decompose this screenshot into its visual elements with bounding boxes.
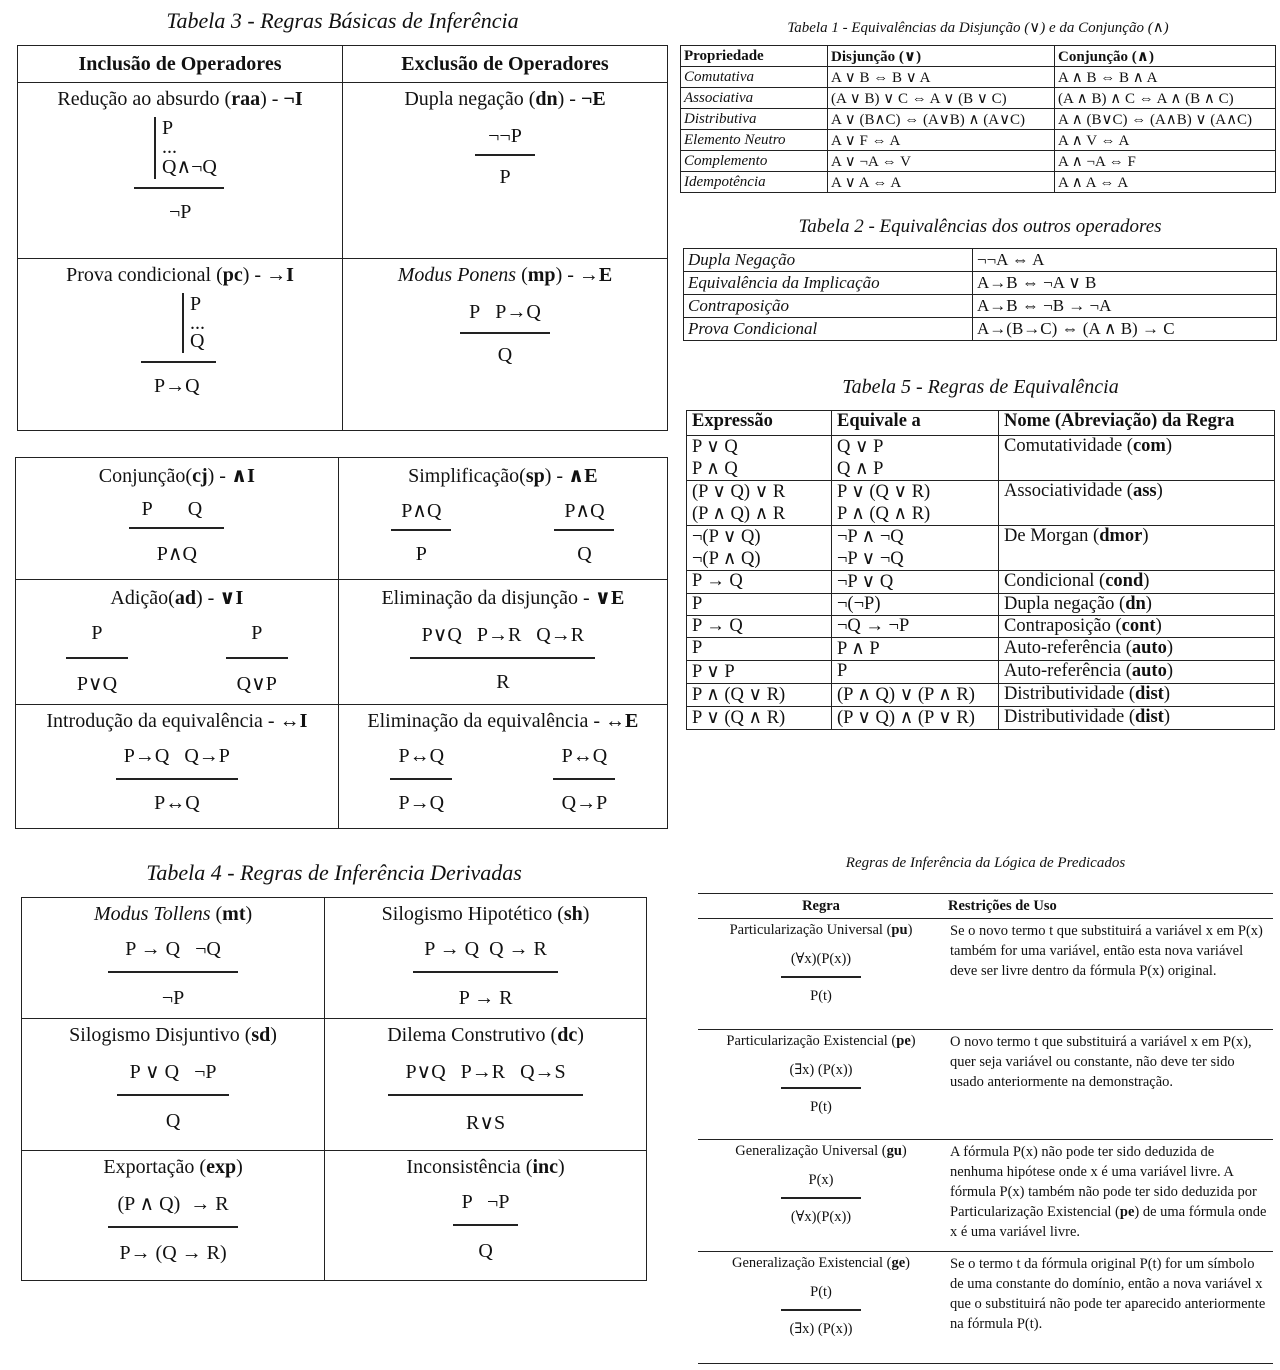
table-row	[698, 919, 1273, 1030]
table-4-derived-rules	[21, 897, 647, 1281]
table-predicate-rules	[698, 893, 1273, 1364]
t1-cell: Comutativa	[681, 67, 828, 88]
t5-header: Equivale a	[832, 411, 999, 436]
tp-header: Restrições de Uso	[944, 894, 1273, 919]
t5-rule-name: Condicional (cond)	[999, 571, 1275, 594]
t5-equiv: (P ∧ Q) ∨ (P ∧ R)	[832, 684, 999, 707]
t1-cell: A ∧ B ⇔ B ∧ A	[1055, 67, 1276, 88]
t5-rule-name: Auto-referência (auto)	[999, 661, 1275, 684]
t1-cell: A ∧ (B∨C) ⇔ (A∧B) ∨ (A∧C)	[1055, 109, 1276, 130]
rule-ee: Eliminação da equivalência - ↔E $\frac{P\leftrightarrow Q}{P\to Q}$ $\frac{P\leftrightarrow Q}{Q\to P}$	[338, 705, 667, 829]
t5-expr: P ∨ Q P ∧ Q	[687, 436, 832, 481]
t5-rule-name: Distributividade (dist)	[999, 707, 1275, 730]
table-row	[681, 172, 1276, 193]
rule-mp: Modus Ponens (mp) - →E P P→Q Q	[343, 259, 668, 431]
t5-rule-name: De Morgan (dmor)	[999, 526, 1275, 571]
t1-cell: A ∧ A ⇔ A	[1055, 172, 1276, 193]
table-row	[698, 1140, 1273, 1252]
table-row	[684, 249, 1277, 272]
rule-sp: Simplificação(sp) - ∧E $\frac{P\wedge Q}{P}$ $\frac{P\wedge Q}{Q}$	[338, 458, 667, 580]
t3-header-exclusion: Exclusão de Operadores	[343, 46, 668, 83]
table-5-equivalence-rules	[686, 410, 1275, 730]
t2-cell: ¬¬A ⇔ A	[973, 249, 1277, 272]
t1-cell: Elemento Neutro	[681, 130, 828, 151]
rule-ie: Introdução da equivalência - ↔I P→Q Q→P P↔Q	[16, 705, 339, 829]
t1-cell: A ∨ B ⇔ B ∨ A	[828, 67, 1055, 88]
table-row	[698, 1030, 1273, 1140]
rule-raa: Redução ao absurdo (raa) - ¬I P ... Q∧¬Q ¬P	[18, 83, 343, 259]
tp-caption: Regras de Inferência da Lógica de Predicados	[845, 855, 1126, 871]
t1-cell: A ∨ F ⇔ A	[828, 130, 1055, 151]
table-3-continued	[15, 457, 668, 829]
t5-equiv: ¬P ∨ Q	[832, 571, 999, 594]
table-row	[681, 130, 1276, 151]
t5-rule-name: Associatividade (ass)	[999, 481, 1275, 526]
rule-inc: Inconsistência (inc) P ¬P Q	[325, 1151, 647, 1281]
table-row	[687, 661, 1275, 684]
t5-expr: P ∨ (Q ∧ R)	[687, 707, 832, 730]
t5-rule-name: Comutatividade (com)	[999, 436, 1275, 481]
rule-ed: Eliminação da disjunção - ∨E P∨Q P→R Q→R R	[338, 580, 667, 705]
t2-cell: A→B ⇔ ¬B → ¬A	[973, 295, 1277, 318]
table-row	[687, 571, 1275, 594]
rule-ge: Generalização Existencial (ge) P(t) (∃x) (P(x))	[698, 1252, 944, 1364]
t5-equiv: P	[832, 661, 999, 684]
table-row	[684, 272, 1277, 295]
t5-header: Nome (Abreviação) da Regra	[999, 411, 1275, 436]
rule-ad: Adição(ad) - ∨I $\frac{P}{P\vee Q}$ $\frac{P}{Q\vee P}$	[16, 580, 339, 705]
table-row	[687, 616, 1275, 638]
t1-cell: Distributiva	[681, 109, 828, 130]
t1-cell: (A ∧ B) ∧ C ⇔ A ∧ (B ∧ C)	[1055, 88, 1276, 109]
t2-cell: Dupla Negação	[684, 249, 973, 272]
t5-equiv: ¬(¬P)	[832, 594, 999, 616]
t1-cell: A ∧ V ⇔ A	[1055, 130, 1276, 151]
t5-equiv: ¬P ∧ ¬Q ¬P ∨ ¬Q	[832, 526, 999, 571]
t1-cell: A ∧ ¬A ⇔ F	[1055, 151, 1276, 172]
table-2-other-operators	[683, 248, 1277, 341]
t4-caption: Tabela 4 - Regras de Inferência Derivadas	[146, 860, 522, 885]
tp-restriction: Se o novo termo t que substituirá a variável x em P(x) também for uma variável, então esta nova variável deve ser livre dentro da fórmula P(x) original.	[944, 919, 1273, 1030]
t5-expr: P	[687, 638, 832, 661]
tp-header: Regra	[698, 894, 944, 919]
table-row	[684, 295, 1277, 318]
table-row	[698, 1252, 1273, 1364]
t1-cell: Complemento	[681, 151, 828, 172]
t5-caption: Tabela 5 - Regras de Equivalência	[842, 376, 1119, 398]
table-row	[684, 318, 1277, 341]
t5-rule-name: Distributividade (dist)	[999, 684, 1275, 707]
rule-cj: Conjunção(cj) - ∧I P Q P∧Q	[16, 458, 339, 580]
t1-cell: Associativa	[681, 88, 828, 109]
rule-dc: Dilema Construtivo (dc) P∨Q P→R Q→S R∨S	[325, 1019, 647, 1151]
t3-header-inclusion: Inclusão de Operadores	[18, 46, 343, 83]
t2-cell: A→B ⇔ ¬A ∨ B	[973, 272, 1277, 295]
t5-header: Expressão	[687, 411, 832, 436]
t2-caption: Tabela 2 - Equivalências dos outros operadores	[798, 216, 1162, 237]
t3-caption: Tabela 3 - Regras Básicas de Inferência	[166, 8, 519, 33]
rule-sh: Silogismo Hipotético (sh) P → Q Q → R P → R	[325, 898, 647, 1019]
rule-exp: Exportação (exp) (P ∧ Q) → R P→ (Q → R)	[22, 1151, 325, 1281]
t1-cell: A ∨ ¬A ⇔ V	[828, 151, 1055, 172]
t2-cell: Contraposição	[684, 295, 973, 318]
t5-rule-name: Contraposição (cont)	[999, 616, 1275, 638]
rule-pu: Particularização Universal (pu) (∀x)(P(x)) P(t)	[698, 919, 944, 1030]
t1-header: Propriedade	[681, 46, 828, 67]
t2-cell: A→(B→C) ⇔ (A ∧ B) → C	[973, 318, 1277, 341]
t5-equiv: P ∨ (Q ∨ R) P ∧ (Q ∧ R)	[832, 481, 999, 526]
rule-sd: Silogismo Disjuntivo (sd) P ∨ Q ¬P Q	[22, 1019, 325, 1151]
table-3-basic-inference	[17, 45, 668, 431]
t2-cell: Prova Condicional	[684, 318, 973, 341]
table-row	[681, 88, 1276, 109]
rule-pe: Particularização Existencial (pe) (∃x) (P(x)) P(t)	[698, 1030, 944, 1140]
table-row	[687, 526, 1275, 571]
rule-dn: Dupla negação (dn) - ¬E ¬¬P P	[343, 83, 668, 259]
t2-cell: Equivalência da Implicação	[684, 272, 973, 295]
table-row	[687, 436, 1275, 481]
t5-rule-name: Auto-referência (auto)	[999, 638, 1275, 661]
rule-mt: Modus Tollens (mt) P → Q ¬Q ¬P	[22, 898, 325, 1019]
t1-cell: A ∨ A ⇔ A	[828, 172, 1055, 193]
tp-restriction: O novo termo t que substituirá a variável x em P(x), quer seja variável ou constante, não deve ter sido usado anteriormente na demonstração.	[944, 1030, 1273, 1140]
t5-equiv: (P ∨ Q) ∧ (P ∨ R)	[832, 707, 999, 730]
t5-expr: P → Q	[687, 571, 832, 594]
table-1-disjunction-conjunction	[680, 45, 1276, 193]
t1-header: Conjunção (∧)	[1055, 46, 1276, 67]
t5-expr: P → Q	[687, 616, 832, 638]
t5-equiv: Q ∨ P Q ∧ P	[832, 436, 999, 481]
t5-expr: P ∧ (Q ∨ R)	[687, 684, 832, 707]
table-row	[681, 67, 1276, 88]
table-row	[687, 707, 1275, 730]
t5-expr: ¬(P ∨ Q) ¬(P ∧ Q)	[687, 526, 832, 571]
tp-restriction: Se o termo t da fórmula original P(t) for um símbolo de uma constante do domínio, então a nova variável x que o substituirá não pode ter aparecido anteriormente na fórmula P(t).	[944, 1252, 1273, 1364]
t5-equiv: ¬Q → ¬P	[832, 616, 999, 638]
t5-equiv: P ∧ P	[832, 638, 999, 661]
rule-gu: Generalização Universal (gu) P(x) (∀x)(P(x))	[698, 1140, 944, 1252]
t5-expr: P ∨ P	[687, 661, 832, 684]
t5-expr: P	[687, 594, 832, 616]
table-row	[687, 638, 1275, 661]
tp-restriction: A fórmula P(x) não pode ter sido deduzida de nenhuma hipótese onde x é uma variável livre. A fórmula P(x) também não pode ter sido deduzida por Particularização Existencial (pe) de uma fórmula onde x é uma variável livre.	[944, 1140, 1273, 1252]
t1-header: Disjunção (∨)	[828, 46, 1055, 67]
t1-cell: Idempotência	[681, 172, 828, 193]
t1-cell: (A ∨ B) ∨ C ⇔ A ∨ (B ∨ C)	[828, 88, 1055, 109]
t5-rule-name: Dupla negação (dn)	[999, 594, 1275, 616]
table-row	[687, 481, 1275, 526]
t1-cell: A ∨ (B∧C) ⇔ (A∨B) ∧ (A∨C)	[828, 109, 1055, 130]
t5-expr: (P ∨ Q) ∨ R (P ∧ Q) ∧ R	[687, 481, 832, 526]
table-row	[687, 684, 1275, 707]
table-row	[687, 594, 1275, 616]
t1-caption: Tabela 1 - Equivalências da Disjunção (∨) e da Conjunção (∧)	[787, 20, 1169, 36]
table-row	[681, 109, 1276, 130]
table-row	[681, 151, 1276, 172]
rule-pc: Prova condicional (pc) - →I P ... Q P→Q	[18, 259, 343, 431]
